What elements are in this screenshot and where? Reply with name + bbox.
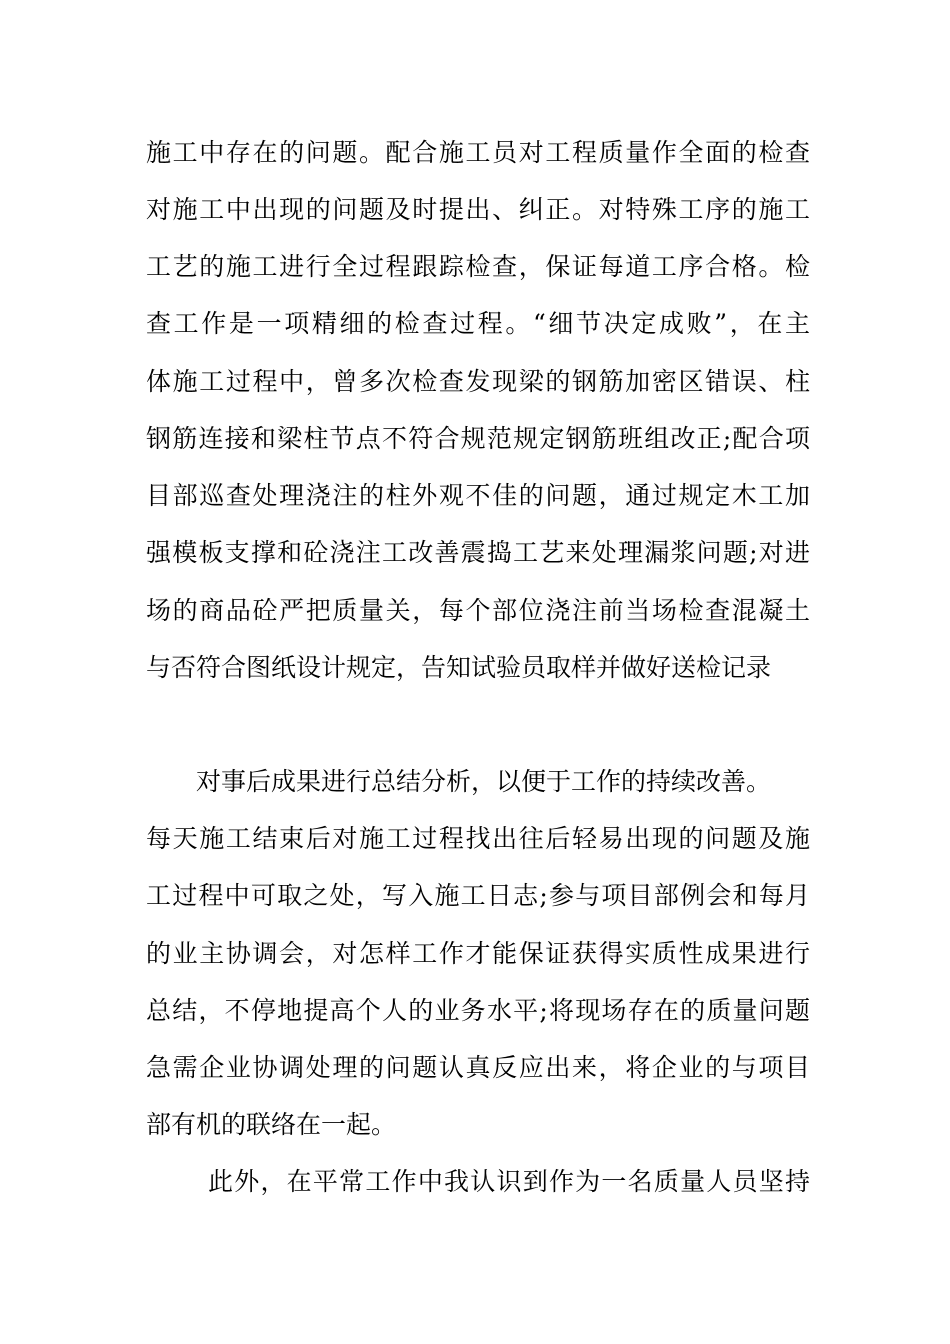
paragraph-2-line-5: 总结，不停地提高个人的业务水平;将现场存在的质量问题 (146, 996, 810, 1025)
paragraph-2-line-7: 部有机的联络在一起。 (146, 1110, 397, 1139)
paragraph-1-line-1: 施工中存在的问题。配合施工员对工程质量作全面的检查 (146, 138, 810, 167)
paragraph-1-line-7: 目部巡查处理浇注的柱外观不佳的问题，通过规定木工加 (146, 481, 810, 510)
paragraph-3-line-1: 此外，在平常工作中我认识到作为一名质量人员坚持 (208, 1167, 810, 1196)
paragraph-2-line-4: 的业主协调会，对怎样工作才能保证获得实质性成果进行 (146, 939, 810, 968)
paragraph-2-line-3: 工过程中可取之处，写入施工日志;参与项目部例会和每月 (146, 881, 810, 910)
paragraph-1-line-5: 体施工过程中，曾多次检查发现梁的钢筋加密区错误、柱 (146, 367, 810, 396)
paragraph-2-line-1: 对事后成果进行总结分析，以便于工作的持续改善。 (196, 767, 772, 796)
paragraph-1-line-6: 钢筋连接和梁柱节点不符合规范规定钢筋班组改正;配合项 (146, 424, 810, 453)
paragraph-1-line-10: 与否符合图纸设计规定，告知试验员取样并做好送检记录 (146, 653, 772, 682)
paragraph-1-line-4: 查工作是一项精细的检查过程。“细节决定成败”，在主 (146, 309, 810, 338)
paragraph-2-line-2: 每天施工结束后对施工过程找出往后轻易出现的问题及施 (146, 824, 810, 853)
paragraph-2-line-6: 急需企业协调处理的问题认真反应出来，将企业的与项目 (146, 1053, 810, 1082)
paragraph-1-line-3: 工艺的施工进行全过程跟踪检查，保证每道工序合格。检 (146, 252, 810, 281)
paragraph-1-line-9: 场的商品砼严把质量关，每个部位浇注前当场检查混凝土 (146, 596, 810, 625)
paragraph-1-line-2: 对施工中出现的问题及时提出、纠正。对特殊工序的施工 (146, 195, 810, 224)
paragraph-1-line-8: 强模板支撑和砼浇注工改善震捣工艺来处理漏浆问题;对进 (146, 538, 810, 567)
